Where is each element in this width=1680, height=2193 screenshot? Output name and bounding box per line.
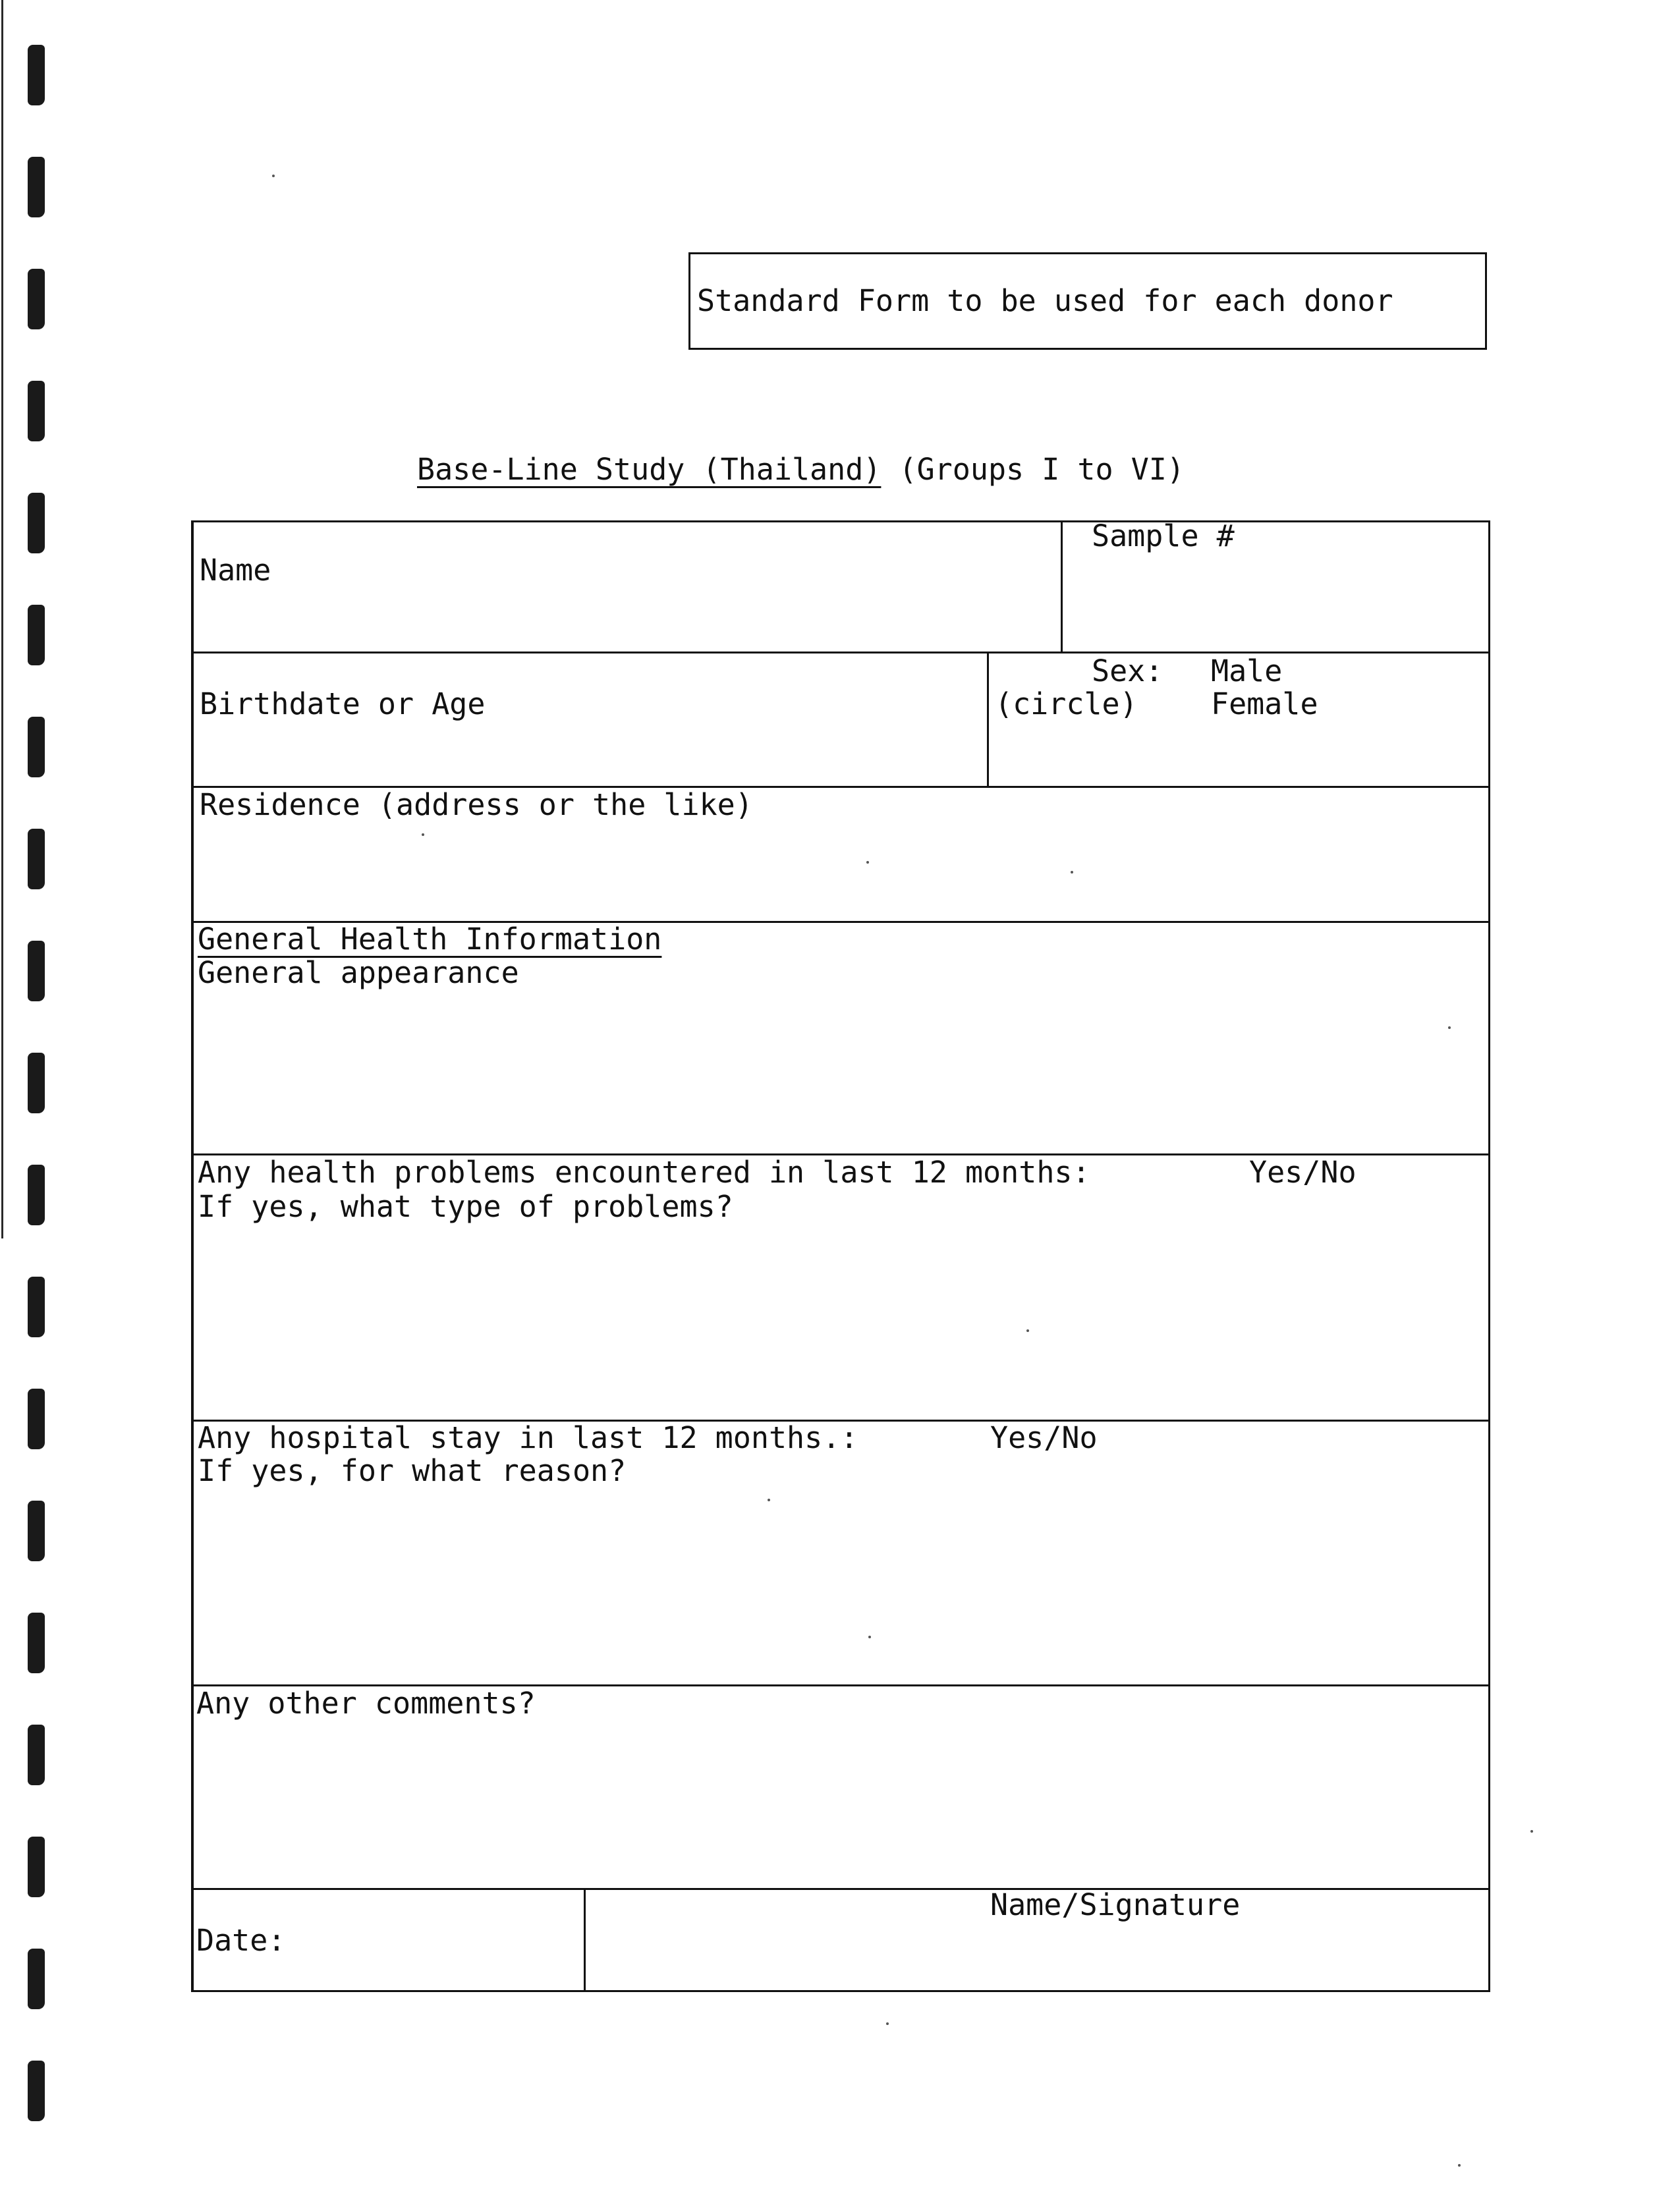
binding-hole xyxy=(28,269,45,329)
binding-hole xyxy=(28,1389,45,1449)
binding-hole xyxy=(28,1053,45,1113)
name-field-label: Name xyxy=(200,553,271,588)
groups-label: (Groups I to VI) xyxy=(899,452,1185,487)
binding-hole xyxy=(28,1501,45,1561)
binding-hole xyxy=(28,1165,45,1225)
binding-hole xyxy=(28,829,45,889)
hospital-stay-question: Any hospital stay in last 12 months.: xyxy=(198,1420,858,1455)
signature-field-label: Name/Signature xyxy=(990,1887,1241,1922)
binding-hole xyxy=(28,2061,45,2121)
study-title: Base-Line Study (Thailand) xyxy=(417,452,882,487)
column-divider xyxy=(1061,520,1063,652)
appearance-field-label: General appearance xyxy=(198,955,519,990)
binding-hole xyxy=(28,1725,45,1785)
binding-hole xyxy=(28,1277,45,1337)
binding-hole xyxy=(28,941,45,1001)
health-problems-followup: If yes, what type of problems? xyxy=(198,1189,733,1224)
health-section-heading: General Health Information xyxy=(198,922,662,957)
page-title xyxy=(417,452,1185,487)
binding-hole xyxy=(28,1949,45,2009)
hospital-stay-followup: If yes, for what reason? xyxy=(198,1453,627,1488)
comments-field-label: Any other comments? xyxy=(196,1686,536,1721)
circle-instruction: (circle) xyxy=(995,686,1138,721)
scan-speck xyxy=(886,2022,889,2025)
birthdate-field-label: Birthdate or Age xyxy=(200,686,486,721)
sex-option-male: Male xyxy=(1211,653,1283,688)
binding-hole xyxy=(28,157,45,217)
column-divider xyxy=(584,1889,586,1992)
page-edge-line xyxy=(1,0,3,1238)
binding-hole xyxy=(28,493,45,553)
row-divider xyxy=(191,1888,1490,1890)
binding-hole xyxy=(28,1613,45,1673)
date-field-label: Date: xyxy=(196,1923,286,1958)
donor-form xyxy=(191,520,1490,1992)
sex-option-female: Female xyxy=(1211,686,1318,721)
sex-label: Sex: xyxy=(1092,653,1163,688)
binding-hole xyxy=(28,381,45,441)
binding-hole xyxy=(28,1837,45,1897)
column-divider xyxy=(987,652,989,787)
health-problems-yes-no: Yes/No xyxy=(1249,1155,1357,1190)
standard-form-box xyxy=(688,252,1487,350)
residence-field-label: Residence (address or the like) xyxy=(200,787,753,822)
binding-hole xyxy=(28,717,45,777)
health-problems-question: Any health problems encountered in last 12 months: xyxy=(198,1155,1090,1190)
standard-form-text: Standard Form to be used for each donor xyxy=(697,283,1393,318)
hospital-stay-yes-no: Yes/No xyxy=(990,1420,1098,1455)
scan-speck xyxy=(1530,1830,1533,1833)
binding-hole xyxy=(28,45,45,105)
sample-number-label: Sample # xyxy=(1092,518,1235,553)
row-divider xyxy=(191,652,1490,653)
binding-hole xyxy=(28,605,45,665)
scan-speck xyxy=(1458,2164,1461,2167)
scan-speck xyxy=(272,175,275,177)
